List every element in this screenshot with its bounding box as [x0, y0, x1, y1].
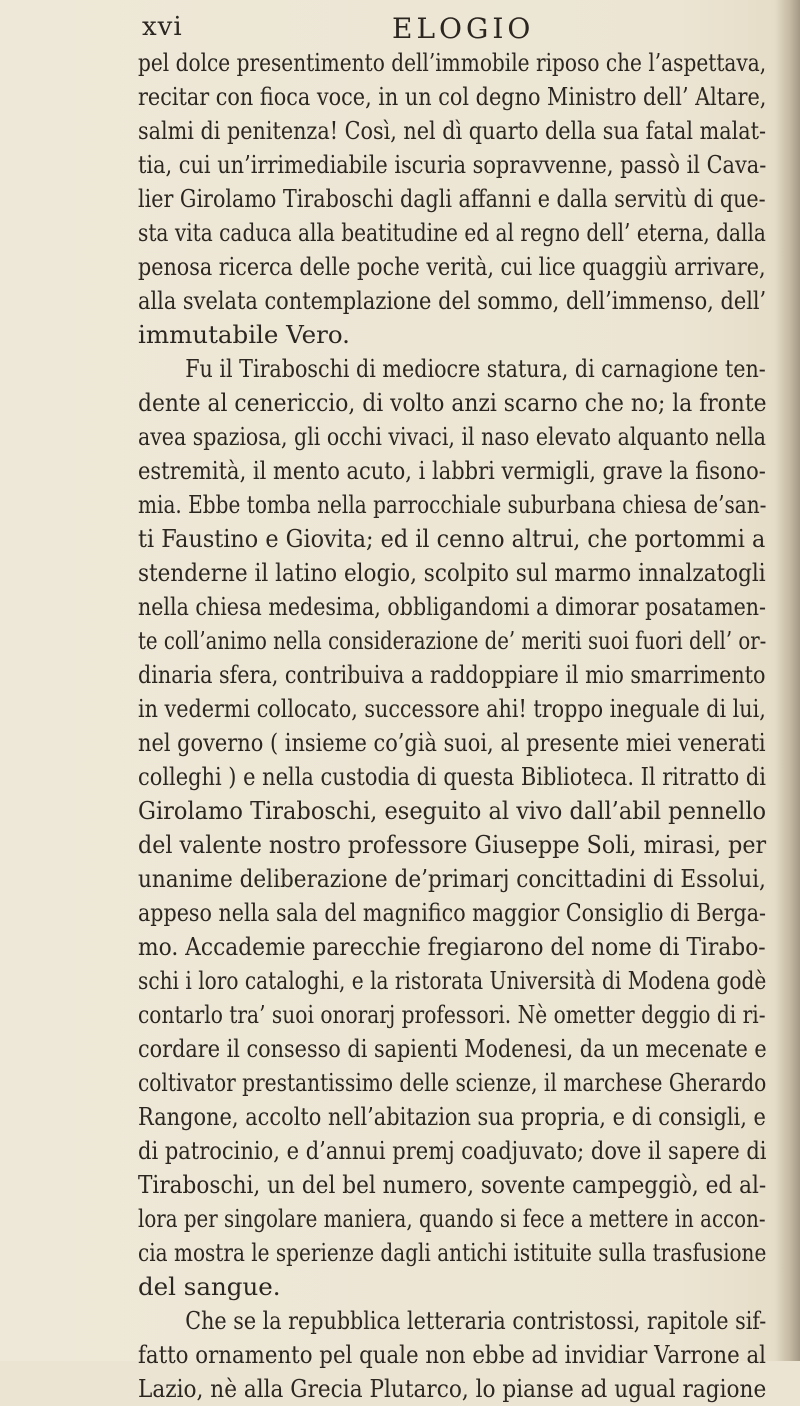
text-line: mo. Accademie parecchie fregiarono del nome di Tirabo-: [138, 932, 766, 961]
text-line: salmi di penitenza! Così, nel dì quarto della sua fatal malat-: [138, 116, 766, 145]
body-text: [138, 46, 766, 1406]
running-title: ELOGIO: [392, 12, 535, 45]
text-line: in vedermi collocato, successore ahi! troppo ineguale di lui,: [138, 694, 766, 723]
text-line: recitar con fioca voce, in un col degno Ministro dell’ Altare,: [138, 82, 767, 111]
text-line: cia mostra le sperienze dagli antichi istituite sulla trasfusione: [138, 1238, 767, 1267]
text-line: nella chiesa medesima, obbligandomi a dimorar posatamen-: [138, 592, 766, 621]
text-line: coltivator prestantissimo delle scienze, il marchese Gherardo: [138, 1068, 767, 1097]
text-line: sta vita caduca alla beatitudine ed al regno dell’ eterna, dalla: [138, 218, 766, 247]
text-line: Rangone, accolto nell’abitazion sua propria, e di consigli, e: [138, 1102, 766, 1131]
text-line: estremità, il mento acuto, i labbri vermigli, grave la fisono-: [138, 456, 766, 485]
text-line: Fu il Tiraboschi di mediocre statura, di carnagione ten-: [185, 354, 766, 383]
paragraph: [138, 46, 766, 352]
text-line: lora per singolare maniera, quando si fece a mettere in accon-: [138, 1204, 766, 1233]
page-number: xvi: [142, 12, 183, 42]
text-line: pel dolce presentimento dell’immobile riposo che l’aspettava,: [138, 48, 767, 77]
text-line: avea spaziosa, gli occhi vivaci, il naso elevato alquanto nella: [138, 422, 767, 451]
page-edge-shadow: [774, 0, 800, 1361]
running-header: [142, 8, 702, 48]
text-line: dinaria sfera, contribuiva a raddoppiare il mio smarrimento: [138, 660, 766, 689]
text-line: penosa ricerca delle poche verità, cui lice quaggiù arrivare,: [138, 252, 766, 281]
text-line: appeso nella sala del magnifico maggior Consiglio di Berga-: [138, 898, 767, 927]
text-line: di patrocinio, e d’annui premj coadjuvato; dove il sapere di: [138, 1136, 767, 1165]
text-line: stenderne il latino elogio, scolpito sul marmo innalzatogli: [138, 558, 766, 587]
text-line: del valente nostro professore Giuseppe Soli, mirasi, per: [138, 830, 767, 859]
text-line: immutabile Vero.: [138, 320, 350, 349]
text-line: Tiraboschi, un del bel numero, sovente campeggiò, ed al-: [138, 1170, 767, 1199]
text-line: alla svelata contemplazione del sommo, dell’immenso, dell’: [138, 286, 767, 315]
text-line: unanime deliberazione de’primarj concittadini di Essolui,: [138, 864, 766, 893]
text-line: colleghi ) e nella custodia di questa Biblioteca. Il ritratto di: [138, 762, 766, 791]
text-line: dente al cenericcio, di volto anzi scarno che no; la fronte: [138, 388, 767, 417]
text-line: cordare il consesso di sapienti Modenesi, da un mecenate e: [138, 1034, 767, 1063]
text-line: Lazio, nè alla Grecia Plutarco, lo pianse ad ugual ragione: [138, 1374, 767, 1403]
text-line: contarlo tra’ suoi onorarj professori. Nè ometter deggio di ri-: [138, 1000, 766, 1029]
text-line: Girolamo Tiraboschi, eseguito al vivo dall’abil pennello: [138, 796, 767, 825]
text-line: del sangue.: [138, 1272, 281, 1301]
text-line: mia. Ebbe tomba nella parrocchiale suburbana chiesa de’san-: [138, 490, 767, 519]
text-line: tia, cui un’irrimediabile iscuria sopravvenne, passò il Cava-: [138, 150, 767, 179]
text-line: Che se la repubblica letteraria contristossi, rapitole sif-: [185, 1306, 767, 1335]
paragraph: [138, 352, 766, 1304]
paragraph: [138, 1304, 766, 1406]
text-line: te coll’animo nella considerazione de’ meriti suoi fuori dell’ or-: [138, 626, 767, 655]
text-line: nel governo ( insieme co’già suoi, al presente miei venerati: [138, 728, 766, 757]
text-line: ti Faustino e Giovita; ed il cenno altrui, che portommi a: [138, 524, 766, 553]
text-line: schi i loro cataloghi, e la ristorata Università di Modena godè: [138, 966, 767, 995]
text-line: fatto ornamento pel quale non ebbe ad invidiar Varrone al: [138, 1340, 766, 1369]
text-line: lier Girolamo Tiraboschi dagli affanni e dalla servitù di que-: [138, 184, 766, 213]
